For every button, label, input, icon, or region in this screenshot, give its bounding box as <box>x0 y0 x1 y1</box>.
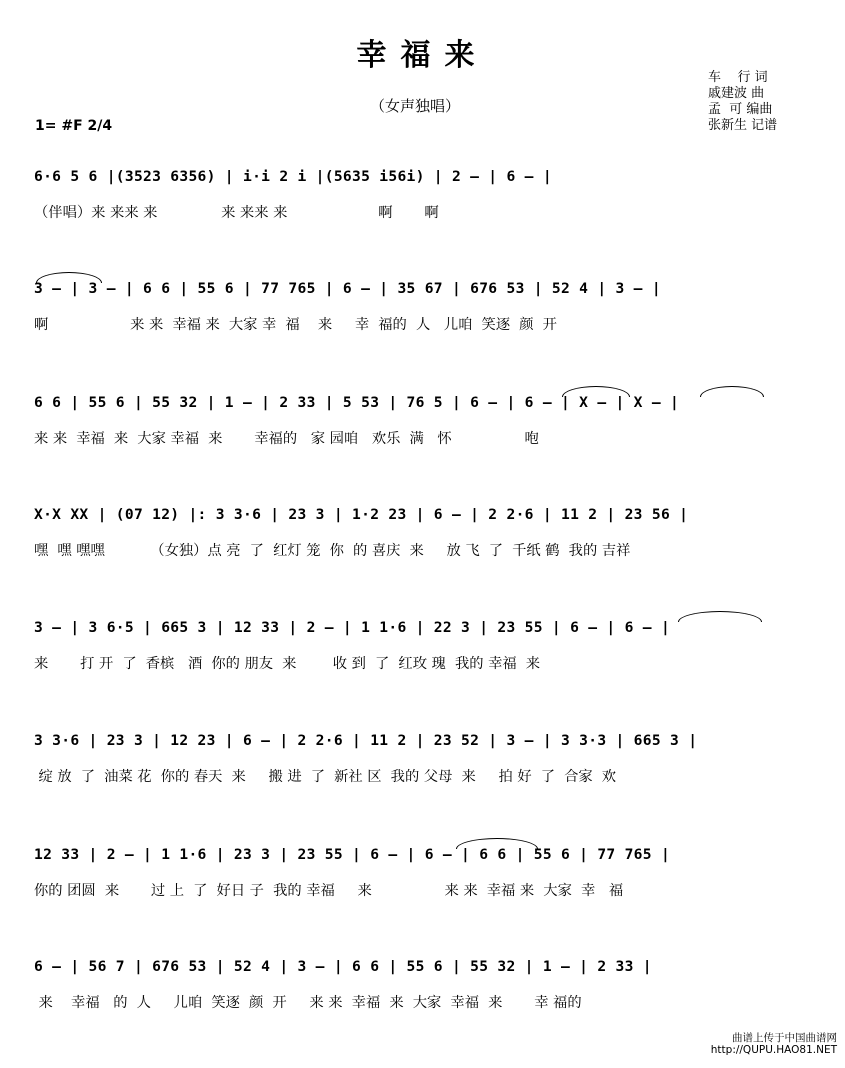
site-watermark <box>711 1032 837 1056</box>
notation-line: 3 — | 3 — | 6 6 | 55 6 | 77 765 | 6 — | 35 67 | 676 53 | 52 4 | 3 — | <box>34 280 661 297</box>
key-signature: 1= #F 2/4 <box>35 118 113 134</box>
score-system-2 <box>0 280 845 390</box>
notation-line: X·X XX | (07 12) |: 3 3·6 | 23 3 | 1·2 23 | 6 — | 2 2·6 | 11 2 | 23 56 | <box>34 506 689 523</box>
credit-arranger: 孟 可 编曲 <box>708 102 773 117</box>
score-system-1 <box>0 168 845 278</box>
lyric-line: 绽 放 了 油菜 花 你的 春天 来 搬 进 了 新社 区 我的 父母 来 拍 好 了 合家 欢 <box>34 769 617 785</box>
score-system-3 <box>0 394 845 504</box>
song-title: 幸福来 <box>356 38 489 73</box>
watermark-url: http://QUPU.HAO81.NET <box>710 1044 837 1056</box>
notation-line: 3 — | 3 6·5 | 665 3 | 12 33 | 2 — | 1 1·6 | 22 3 | 23 55 | 6 — | 6 — | <box>34 619 671 636</box>
notation-line: 3 3·6 | 23 3 | 12 23 | 6 — | 2 2·6 | 11 2 | 23 52 | 3 — | 3 3·3 | 665 3 | <box>34 732 698 749</box>
notation-line: 6 6 | 55 6 | 55 32 | 1 — | 2 33 | 5 53 | 76 5 | 6 — | 6 — | X — | X — | <box>34 394 680 411</box>
score-system-6 <box>0 732 845 842</box>
score-system-7 <box>0 846 845 956</box>
performance-note: （女声独唱） <box>370 97 461 115</box>
lyric-line: 嘿 嘿 嘿嘿 （女独）点 亮 了 红灯 笼 你 的 喜庆 来 放 飞 了 千纸 鹤 我的 吉祥 <box>34 543 631 559</box>
score-system-5 <box>0 619 845 729</box>
lyric-line: 你的 团圆 来 过 上 了 好日 子 我的 幸福 来 来 来 幸福 来 大家 幸 福 <box>34 883 624 899</box>
notation-line: 6 — | 56 7 | 676 53 | 52 4 | 3 — | 6 6 | 55 6 | 55 32 | 1 — | 2 33 | <box>34 958 652 975</box>
watermark-text: 曲谱上传于中国曲谱网 <box>732 1032 837 1044</box>
lyric-line: 来 打 开 了 香槟 酒 你的 朋友 来 收 到 了 红玫 瑰 我的 幸福 来 <box>34 656 541 672</box>
lyric-line: 来 来 幸福 来 大家 幸福 来 幸福的 家 园咱 欢乐 满 怀 咆 <box>34 431 539 447</box>
credit-transcriber: 张新生 记谱 <box>708 118 778 133</box>
notation-line: 6·6 5 6 |(3523 6356) | i·i 2 i |(5635 i56i) | 2 — | 6 — | <box>34 168 552 185</box>
lyric-line: 来 幸福 的 人 儿咱 笑逐 颜 开 来 来 幸福 来 大家 幸福 来 幸 福的 <box>34 995 582 1011</box>
notation-line: 12 33 | 2 — | 1 1·6 | 23 3 | 23 55 | 6 — | 6 — | 6 6 | 55 6 | 77 765 | <box>34 846 671 863</box>
lyric-line: 啊 来 来 幸福 来 大家 幸 福 来 幸 福的 人 儿咱 笑逐 颜 开 <box>34 317 557 333</box>
credit-lyricist: 车 行 词 <box>708 70 768 85</box>
score-system-4 <box>0 506 845 616</box>
lyric-line: （伴唱）来 来来 来 来 来来 来 啊 啊 <box>34 205 439 221</box>
credits <box>708 70 777 134</box>
credit-composer: 戚建波 曲 <box>708 86 765 101</box>
